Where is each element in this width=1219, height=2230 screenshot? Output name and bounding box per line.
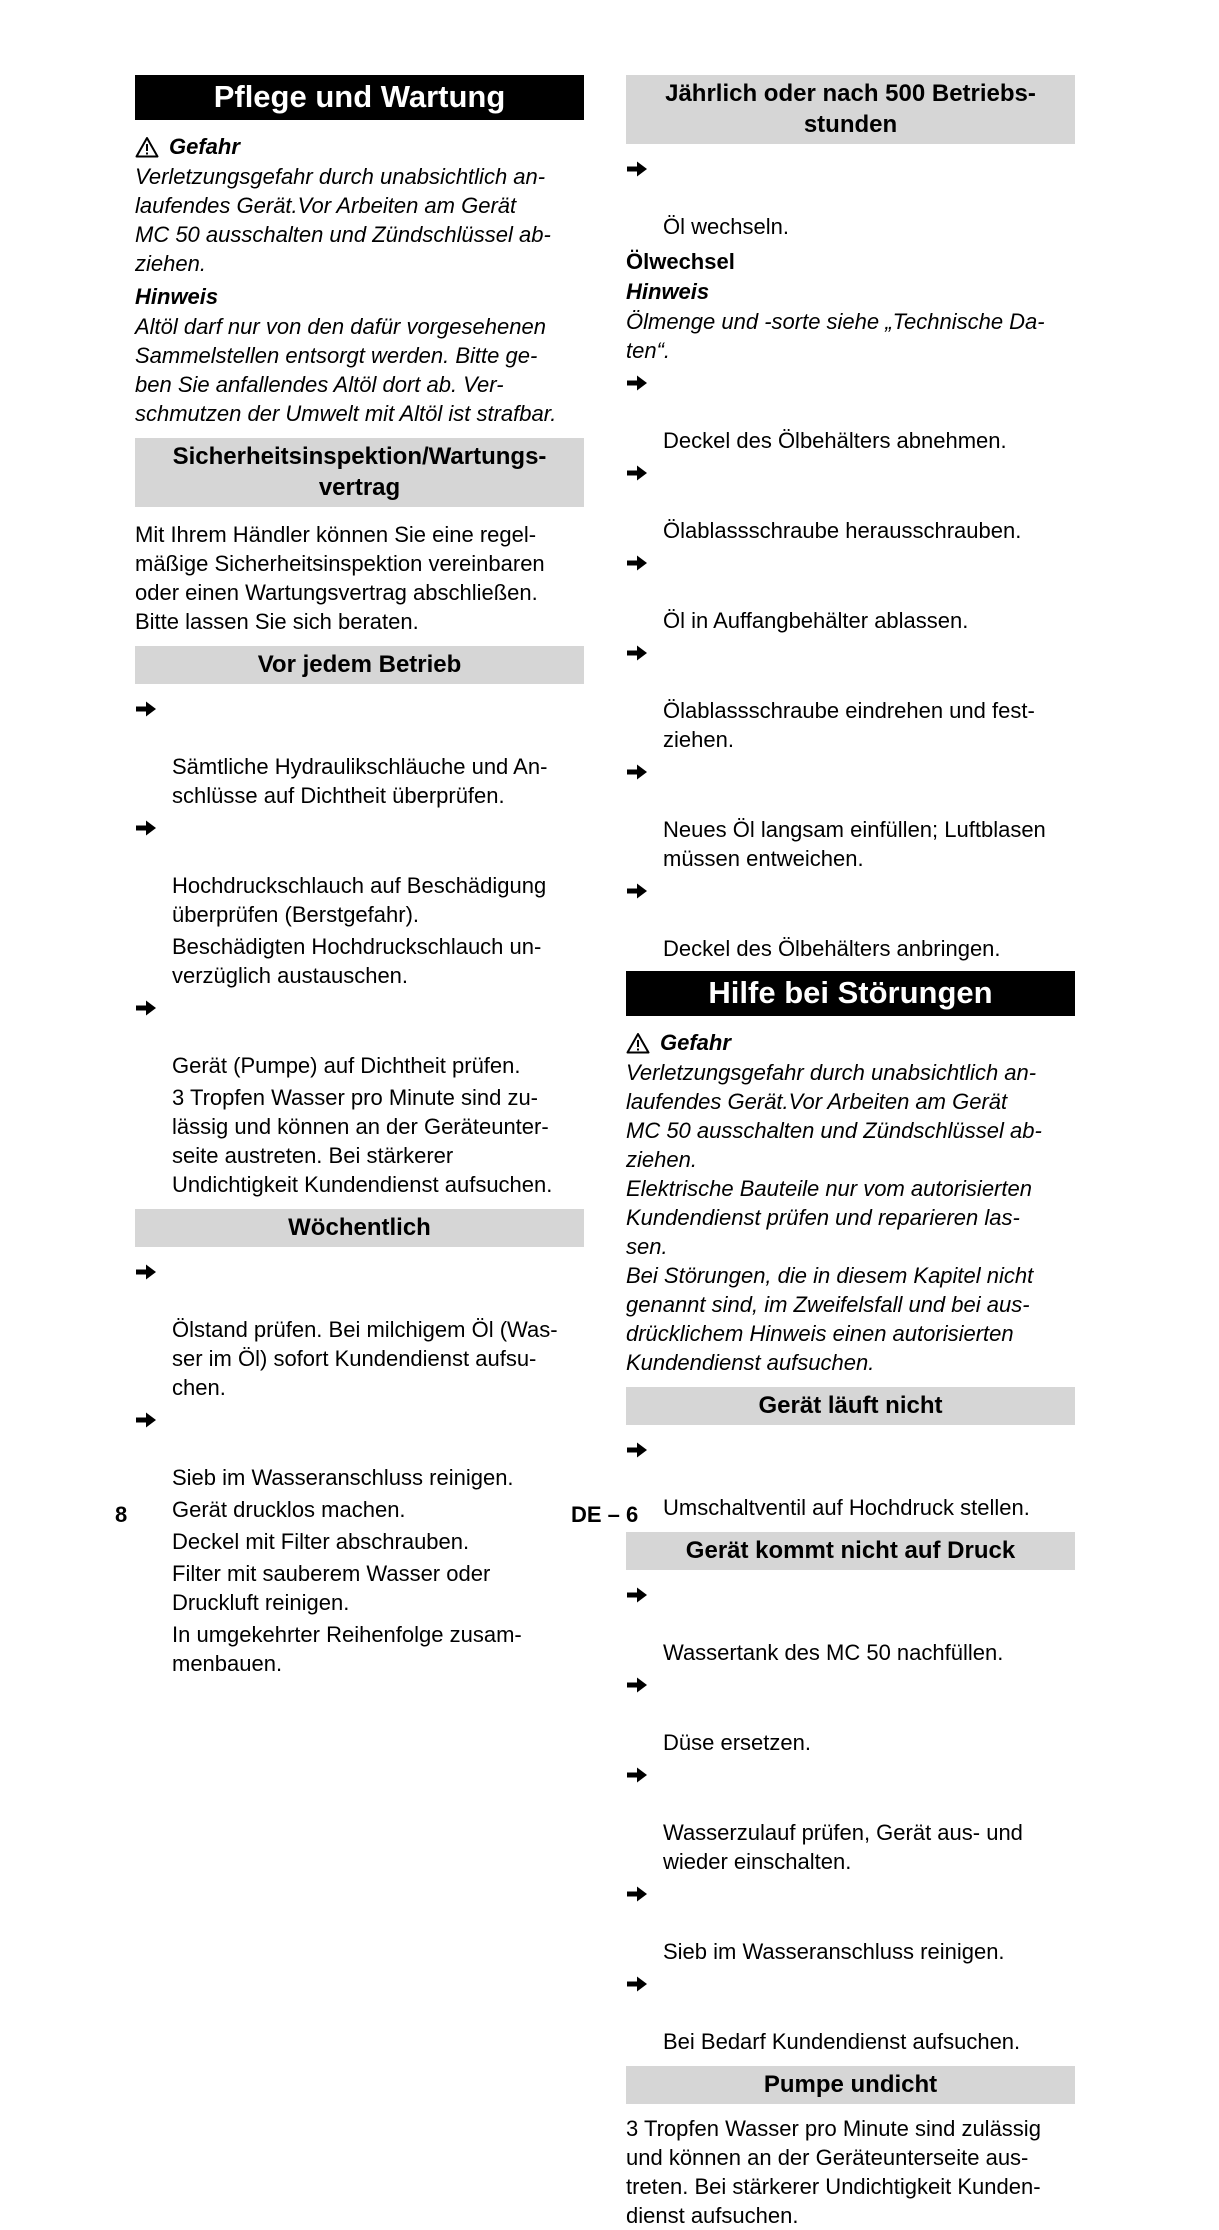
warning-triangle-icon bbox=[626, 1032, 650, 1054]
heading-device-not-running: Gerät läuft nicht bbox=[626, 1387, 1075, 1425]
right-column bbox=[626, 75, 1075, 2230]
list-item-text: Gerät (Pumpe) auf Dichtheit prüfen. bbox=[172, 1053, 521, 1078]
subheading-oil-change: Ölwechsel bbox=[626, 249, 735, 274]
arrow-right-icon bbox=[626, 1586, 648, 1604]
list-item-continuation: Gerät drucklos machen. bbox=[172, 1497, 406, 1522]
list-item-continuation: Beschädigten Hochdruckschlauch un- verzüglich austauschen. bbox=[172, 934, 542, 988]
arrow-right-icon bbox=[626, 1975, 648, 1993]
list-item bbox=[626, 638, 1075, 754]
list-item bbox=[135, 1257, 584, 1402]
list-item bbox=[135, 1405, 584, 1492]
warning-triangle-icon bbox=[135, 136, 159, 158]
list-item-text: Deckel des Ölbehälters abnehmen. bbox=[663, 428, 1007, 453]
list-item-continuation: Filter mit sauberem Wasser oder Druckluft reinigen. bbox=[172, 1561, 491, 1615]
list-item-text: Wasserzulauf prüfen, Gerät aus- und wieder einschalten. bbox=[663, 1820, 1023, 1874]
heading-yearly bbox=[626, 75, 1075, 144]
list-item bbox=[135, 694, 584, 810]
list-item-text: Wassertank des MC 50 nachfüllen. bbox=[663, 1640, 1004, 1665]
danger-text: Verletzungsgefahr durch unabsichtlich an- laufendes Gerät.Vor Arbeiten am Gerät MC 50 ausschalten und Zündschlüssel ab- ziehen. bbox=[135, 164, 551, 276]
arrow-right-icon bbox=[626, 882, 648, 900]
arrow-right-icon bbox=[626, 1441, 648, 1459]
danger-label: Gefahr bbox=[660, 1030, 731, 1055]
heading-text: Sicherheitsinspektion/Wartungs- vertrag bbox=[172, 443, 547, 501]
list-item bbox=[626, 458, 1075, 545]
list-item bbox=[626, 548, 1075, 635]
list-item-text: Bei Bedarf Kundendienst aufsuchen. bbox=[663, 2029, 1021, 2054]
note-text: Altöl darf nur von den dafür vorgesehenen Sammelstellen entsorgt werden. Bitte ge- ben Sie anfallendes Altöl dort ab. Ver- schmutzen der Umwelt mit Altöl ist strafbar. bbox=[135, 314, 557, 426]
arrow-right-icon bbox=[626, 1766, 648, 1784]
list-item-text: Hochdruckschlauch auf Beschädigung überprüfen (Berstgefahr). bbox=[172, 873, 547, 927]
list-item-text: Umschaltventil auf Hochdruck stellen. bbox=[663, 1495, 1030, 1520]
arrow-right-icon bbox=[135, 819, 157, 837]
left-column bbox=[135, 75, 584, 1678]
arrow-right-icon bbox=[626, 554, 648, 572]
list-item bbox=[626, 1879, 1075, 1966]
heading-weekly: Wöchentlich bbox=[135, 1209, 584, 1247]
list-item bbox=[135, 813, 584, 929]
list-item-text: Neues Öl langsam einfüllen; Luftblasen müssen entweichen. bbox=[663, 817, 1046, 871]
heading-no-pressure: Gerät kommt nicht auf Druck bbox=[626, 1532, 1075, 1570]
arrow-right-icon bbox=[626, 1885, 648, 1903]
section-title-care-maintenance: Pflege und Wartung bbox=[135, 75, 584, 120]
arrow-right-icon bbox=[135, 700, 157, 718]
list-item-text: Ölablassschraube eindrehen und fest- ziehen. bbox=[663, 698, 1035, 752]
heading-before-each-use: Vor jedem Betrieb bbox=[135, 646, 584, 684]
arrow-right-icon bbox=[626, 464, 648, 482]
arrow-right-icon bbox=[135, 1411, 157, 1429]
arrow-right-icon bbox=[626, 763, 648, 781]
list-item-text: Ölstand prüfen. Bei milchigem Öl (Was- ser im Öl) sofort Kundendienst aufsu- chen. bbox=[172, 1317, 558, 1400]
list-item bbox=[626, 1435, 1075, 1522]
list-item bbox=[626, 1580, 1075, 1667]
arrow-right-icon bbox=[626, 374, 648, 392]
list-item-text: Sieb im Wasseranschluss reinigen. bbox=[172, 1465, 514, 1490]
danger-text: Verletzungsgefahr durch unabsichtlich an- laufendes Gerät.Vor Arbeiten am Gerät MC 50 ausschalten und Zündschlüssel ab- ziehen. Elektrische Bauteile nur vom autorisierten Kundendienst prüfen und reparieren las- sen. Bei Störungen, die in diesem Kapitel nicht genannt sind, im Zweifelsfall und bei aus- drücklichem Hinweis einen autorisierten Kundendienst aufsuchen. bbox=[626, 1060, 1042, 1375]
list-item bbox=[626, 1969, 1075, 2056]
page-number: 8 bbox=[115, 1502, 128, 1527]
arrow-right-icon bbox=[135, 999, 157, 1017]
list-item-text: Ölablassschraube herausschrauben. bbox=[663, 518, 1022, 543]
list-item-text: Öl wechseln. bbox=[663, 214, 789, 239]
note-label: Hinweis bbox=[135, 284, 219, 309]
danger-heading bbox=[626, 1028, 1075, 1058]
arrow-right-icon bbox=[626, 1676, 648, 1694]
danger-label: Gefahr bbox=[169, 134, 240, 159]
safety-inspection-text: Mit Ihrem Händler können Sie eine regel- mäßige Sicherheitsinspektion vereinbaren oder einen Wartungsvertrag abschließen. Bitte lassen Sie sich beraten. bbox=[135, 522, 545, 634]
arrow-right-icon bbox=[135, 1263, 157, 1281]
note-label: Hinweis bbox=[626, 279, 710, 304]
list-item bbox=[626, 154, 1075, 241]
list-item-text: Düse ersetzen. bbox=[663, 1730, 811, 1755]
list-item-text: Deckel des Ölbehälters anbringen. bbox=[663, 936, 1001, 961]
list-item-text: Sieb im Wasseranschluss reinigen. bbox=[663, 1939, 1005, 1964]
section-title-troubleshooting: Hilfe bei Störungen bbox=[626, 971, 1075, 1016]
heading-text: Jährlich oder nach 500 Betriebs- stunden bbox=[665, 80, 1036, 138]
list-item bbox=[626, 1760, 1075, 1876]
list-item bbox=[626, 757, 1075, 873]
pump-leaking-text: 3 Tropfen Wasser pro Minute sind zulässig und können an der Geräteunterseite aus- treten. Bei stärkerer Undichtigkeit Kunden- dienst aufsuchen. bbox=[626, 2116, 1041, 2228]
list-item bbox=[626, 1670, 1075, 1757]
danger-heading bbox=[135, 132, 584, 162]
note-text: Ölmenge und -sorte siehe „Technische Da- ten“. bbox=[626, 309, 1045, 363]
heading-pump-leaking: Pumpe undicht bbox=[626, 2066, 1075, 2104]
heading-safety-inspection bbox=[135, 438, 584, 507]
list-item-text: Sämtliche Hydraulikschläuche und An- schlüsse auf Dichtheit überprüfen. bbox=[172, 754, 548, 808]
list-item-text: Öl in Auffangbehälter ablassen. bbox=[663, 608, 969, 633]
page-reference: DE – 6 bbox=[571, 1502, 639, 1527]
list-item-continuation: Deckel mit Filter abschrauben. bbox=[172, 1529, 470, 1554]
list-item-continuation: 3 Tropfen Wasser pro Minute sind zu- lässig und können an der Geräteunter- seite austreten. Bei stärkerer Undichtigkeit Kundendienst aufsuchen. bbox=[172, 1085, 553, 1197]
list-item bbox=[135, 993, 584, 1080]
arrow-right-icon bbox=[626, 160, 648, 178]
arrow-right-icon bbox=[626, 644, 648, 662]
list-item bbox=[626, 368, 1075, 455]
list-item bbox=[626, 876, 1075, 963]
list-item-continuation: In umgekehrter Reihenfolge zusam- menbauen. bbox=[172, 1622, 522, 1676]
